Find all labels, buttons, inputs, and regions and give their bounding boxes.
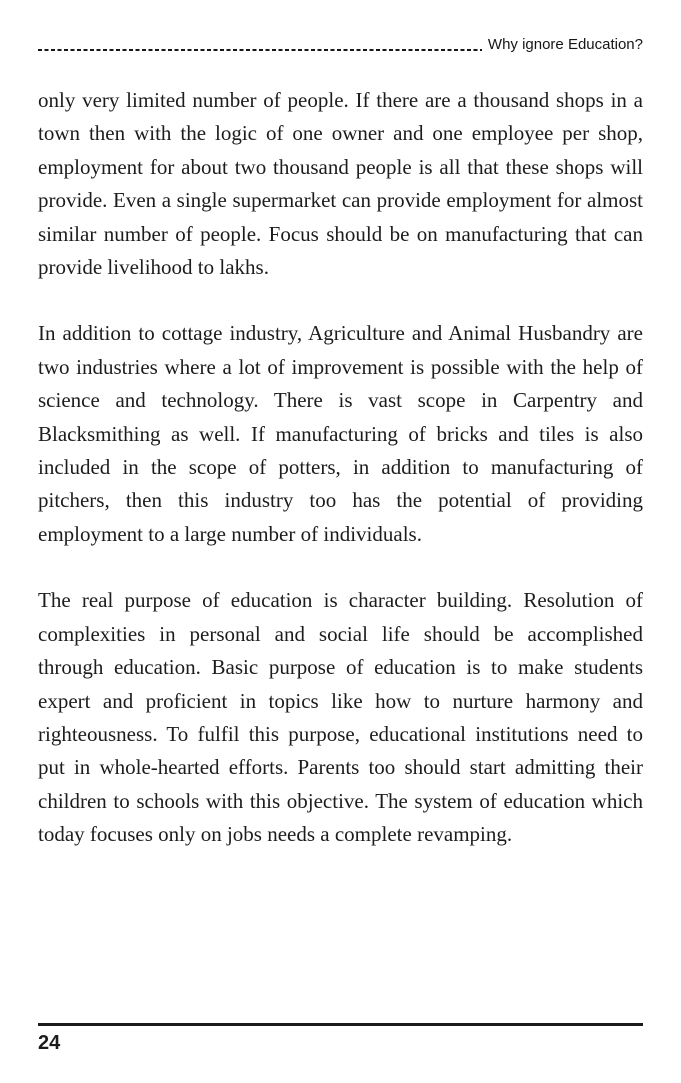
body-paragraph-3: The real purpose of education is character building. Resolution of complexities in personal and social life should be accomplished through education. Basic purpose of education is to make students expert and proficient in topics like how to nurture harmony and righteousness. To fulfil this purpose, educational institutions need to put in whole-hearted efforts. Parents too should start admitting their children to schools with this objective. The system of education which today focuses only on jobs needs a complete revamping. [38, 588, 643, 847]
body-text [38, 84, 643, 885]
page-number: 24 [38, 1032, 61, 1054]
header-dashed-rule [38, 49, 482, 52]
running-header-title: Why ignore Education? [487, 36, 643, 53]
body-paragraph-1: only very limited number of people. If there are a thousand shops in a town then with the logic of one owner and one employee per shop, employment for about two thousand people is all that these shops will provide. Even a single supermarket can provide employment for almost similar number of people. Focus should be on manufacturing that can provide livelihood to lakhs. [38, 88, 643, 280]
page-footer [38, 1023, 643, 1055]
page-header [38, 36, 643, 54]
body-paragraph-2: In addition to cottage industry, Agriculture and Animal Husbandry are two industries where a lot of improvement is possible with the help of science and technology. There is vast scope in Carpentry and Blacksmithing as well. If manufacturing of bricks and tiles is also included in the scope of potters, in addition to manufacturing of pitchers, then this industry too has the potential of providing employment to a large number of individuals. [38, 321, 643, 546]
